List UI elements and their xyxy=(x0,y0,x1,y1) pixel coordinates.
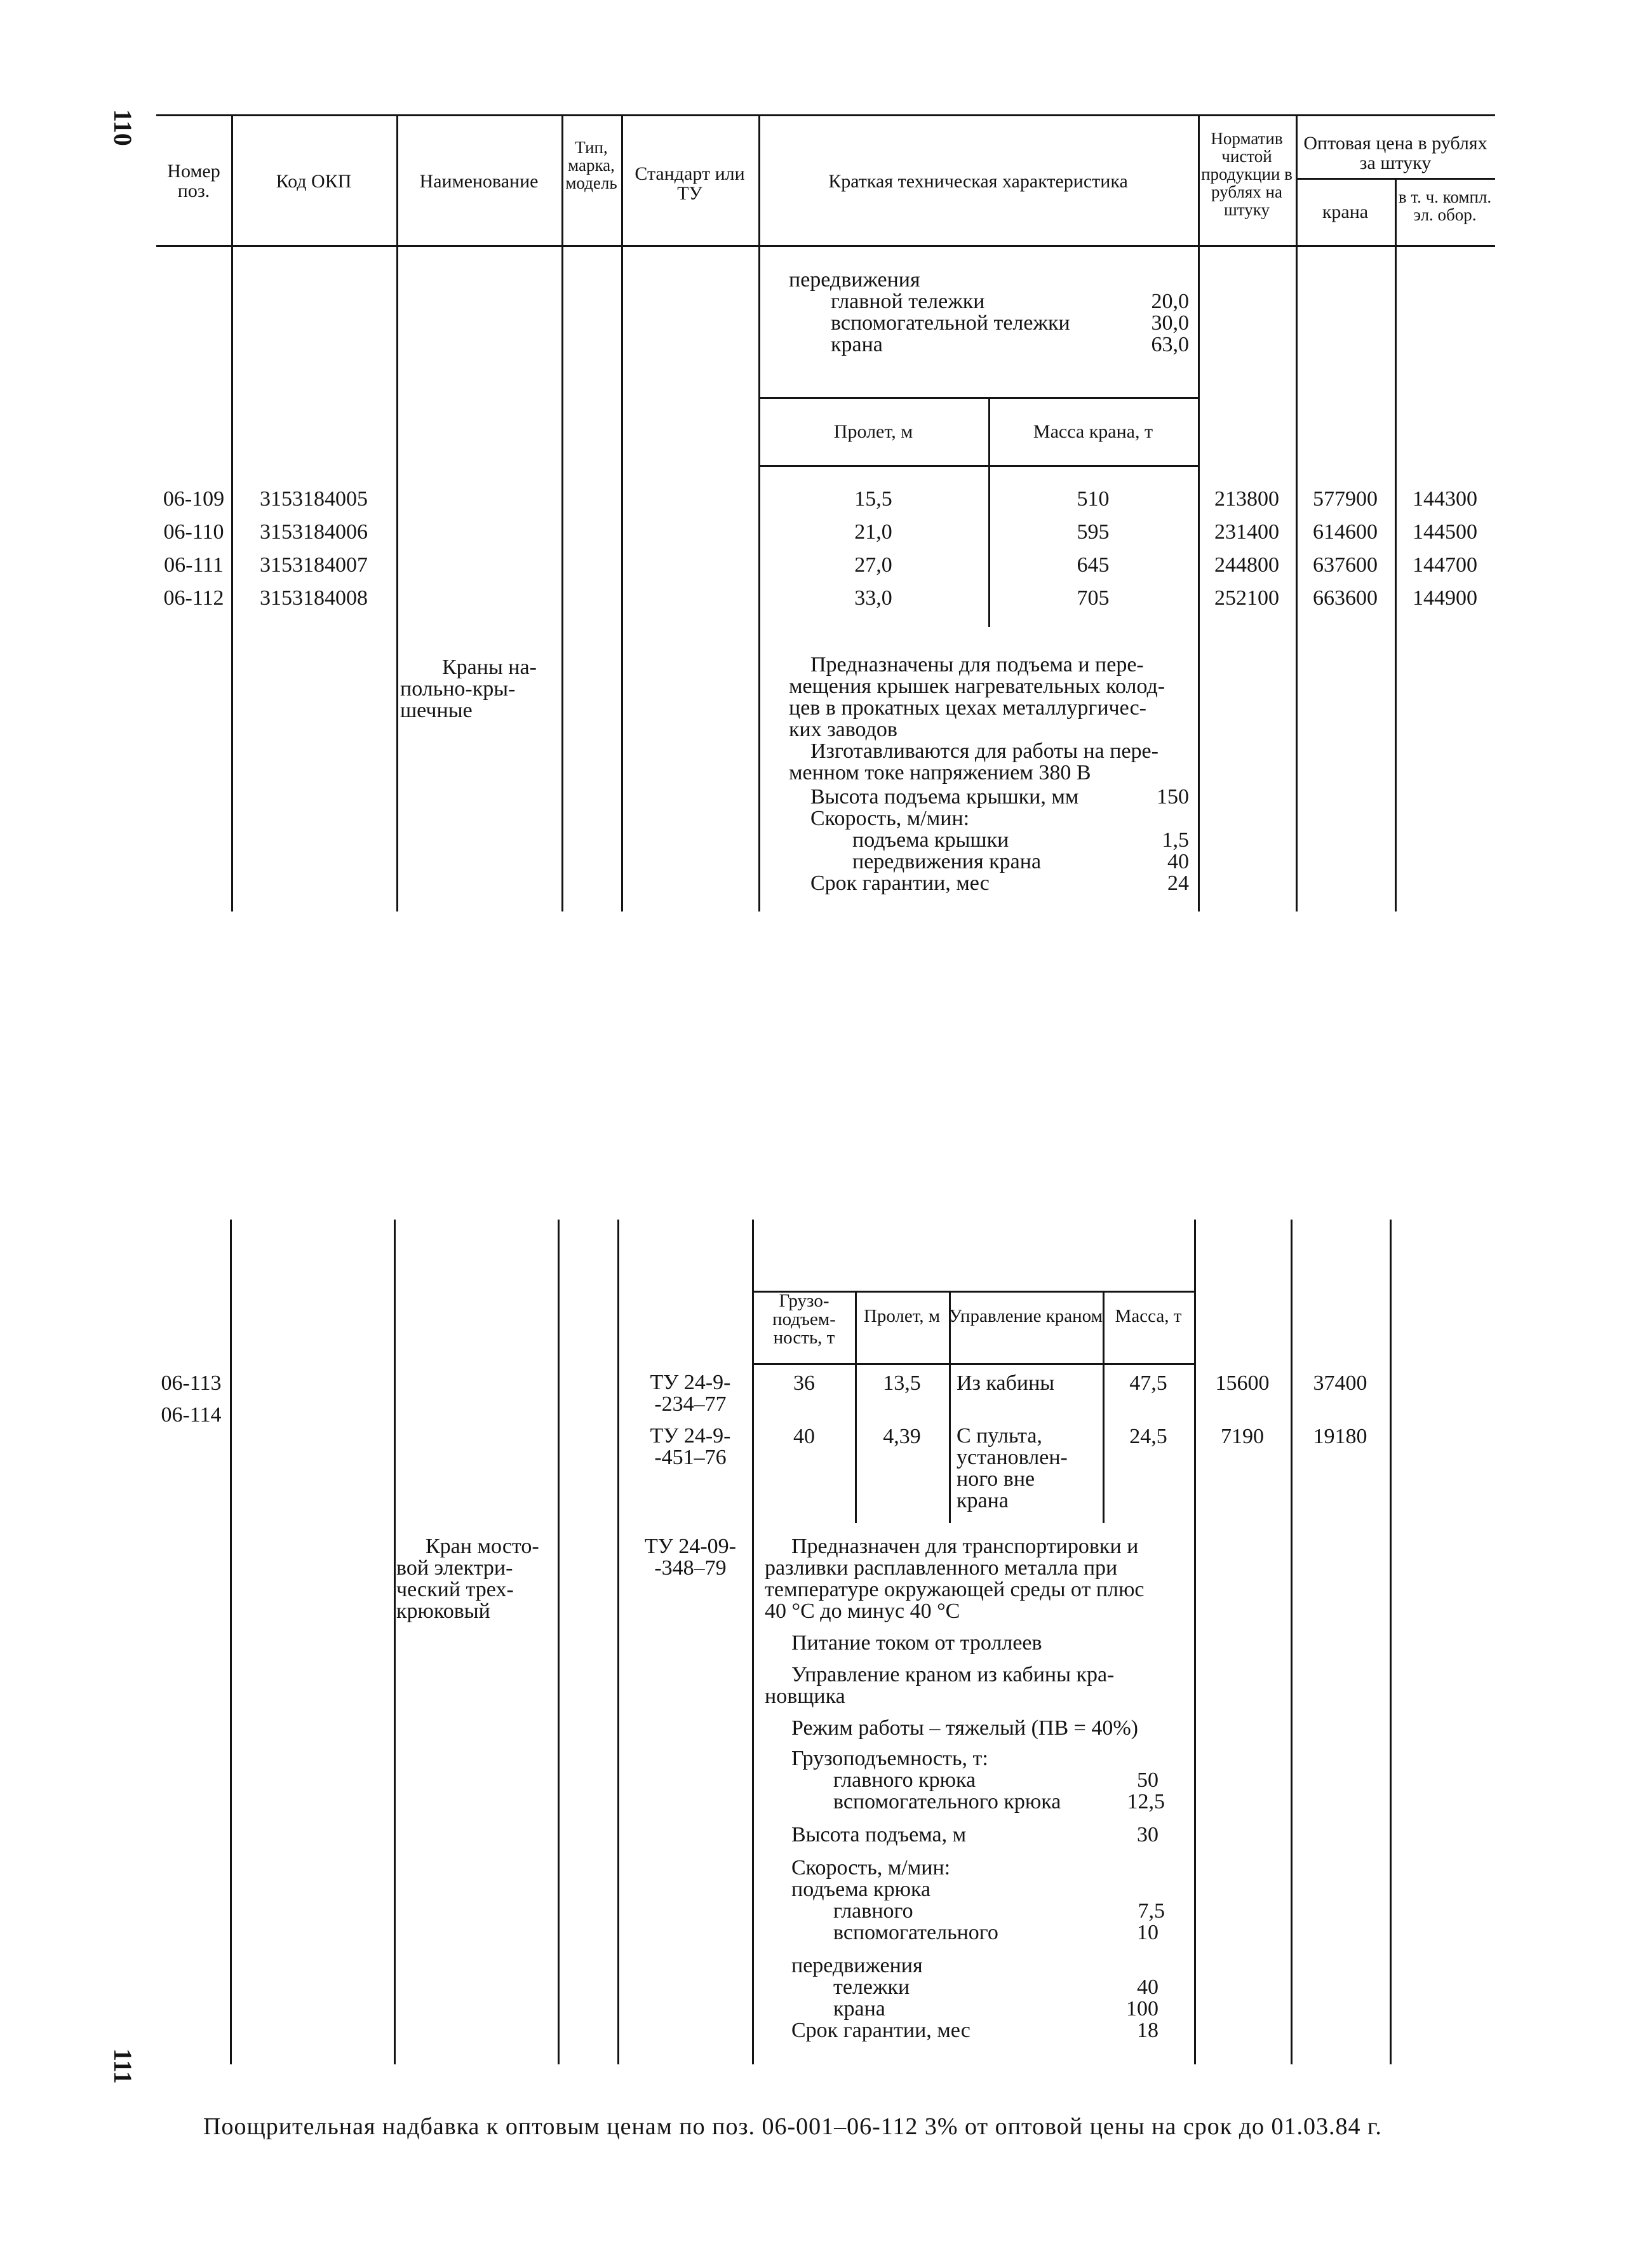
control-line: С пульта, xyxy=(957,1424,1042,1448)
std-line: -348–79 xyxy=(654,1556,727,1580)
std-line: -451–76 xyxy=(654,1446,727,1469)
header-num: Номер поз. xyxy=(167,161,220,201)
mass-value: 510 xyxy=(1077,487,1110,511)
sub-header-span: Пролет, м xyxy=(833,421,913,442)
spec-value: 18 xyxy=(1137,2019,1158,2042)
std-line: -234–77 xyxy=(654,1392,727,1416)
price-value: 637600 xyxy=(1313,553,1378,577)
price-value: 19180 xyxy=(1313,1425,1367,1448)
spec-value: 50 xyxy=(1137,1768,1158,1792)
price-value: 577900 xyxy=(1313,487,1378,511)
okp-code: 3153184005 xyxy=(260,487,368,511)
spec-row xyxy=(833,1770,1158,1791)
desc-line: Предназначен для транспортировки и xyxy=(791,1535,1139,1558)
page-number-top: 110 xyxy=(109,109,137,146)
spec-label: Скорость, м/мин: xyxy=(810,807,970,830)
name-line: вой электри- xyxy=(396,1556,513,1580)
price-value: 37400 xyxy=(1313,1371,1367,1395)
spec-label: Срок гарантии, мес xyxy=(810,871,990,895)
desc-line: цев в прокатных цехах металлургичес- xyxy=(789,696,1146,720)
pos-num: 06-109 xyxy=(163,487,225,511)
footer-note: Поощрительная надбавка к оптовым ценам по поз. 06-001–06-112 3% от оптовой цены на срок до 01.03.84 г. xyxy=(203,2113,1382,2140)
spec-row xyxy=(791,2020,1158,2041)
control-text: Управление краном из кабины кра- xyxy=(791,1663,1115,1686)
spec-row xyxy=(833,1977,1158,1998)
header-name: Наименование xyxy=(419,171,539,192)
spec-row xyxy=(810,786,1189,808)
movement-item xyxy=(831,334,1189,356)
span-value: 21,0 xyxy=(854,520,892,544)
upper-product-name xyxy=(400,657,561,722)
spec-label: Высота подъема крышки, мм xyxy=(810,785,1079,809)
spec-label: Срок гарантии, мес xyxy=(791,2019,970,2042)
desc-line: Предназначены для подъема и пере- xyxy=(810,653,1144,676)
spec-value: 24 xyxy=(1167,871,1189,895)
okp-code: 3153184008 xyxy=(260,586,368,610)
mass-value: 705 xyxy=(1077,586,1110,610)
lower-product-name xyxy=(396,1536,558,1622)
sub-header-mass: Масса, т xyxy=(1115,1306,1182,1326)
movement-value: 63,0 xyxy=(1151,333,1189,356)
movement-value: 20,0 xyxy=(1151,290,1189,313)
spec-value: 100 xyxy=(1126,1997,1158,2021)
spec-row xyxy=(833,1922,1158,1944)
std-line: ТУ 24-09- xyxy=(645,1535,736,1558)
capacity-title: Грузоподъемность, т: xyxy=(791,1747,988,1770)
control-value xyxy=(957,1425,1100,1512)
upper-rows xyxy=(156,483,1495,616)
spec-value: 30 xyxy=(1137,1823,1158,1846)
spec-label: вспомогательного xyxy=(833,1921,998,1944)
norm-value: 15600 xyxy=(1215,1371,1270,1395)
pos-num: 06-110 xyxy=(163,520,224,544)
spec-row xyxy=(833,1900,1165,1922)
control-line: ного вне xyxy=(957,1467,1035,1491)
incl-value: 144700 xyxy=(1413,553,1477,577)
spec-row xyxy=(810,873,1189,894)
incl-value: 144300 xyxy=(1413,487,1477,511)
control-line: крана xyxy=(957,1489,1009,1512)
name-line: Краны на- xyxy=(442,656,537,679)
spec-label: тележки xyxy=(833,1975,910,1999)
mode-text: Режим работы – тяжелый (ПВ = 40%) xyxy=(791,1716,1138,1740)
norm-value: 244800 xyxy=(1214,553,1279,577)
spec-label: крана xyxy=(833,1997,885,2021)
power-text: Питание током от троллеев xyxy=(791,1631,1042,1655)
span-value: 13,5 xyxy=(883,1371,921,1395)
sub-header-mass: Масса крана, т xyxy=(1033,421,1153,442)
norm-value: 252100 xyxy=(1214,586,1279,610)
spec-row xyxy=(852,830,1189,851)
pos-num: 06-114 xyxy=(161,1403,222,1427)
okp-code: 3153184007 xyxy=(260,553,368,577)
speed-title: Скорость, м/мин: xyxy=(791,1856,951,1880)
norm-value: 213800 xyxy=(1214,487,1279,511)
spec-value: 10 xyxy=(1137,1921,1158,1944)
span-value: 33,0 xyxy=(854,586,892,610)
name-line: крюковый xyxy=(396,1599,490,1623)
spec-value: 40 xyxy=(1137,1975,1158,1999)
spec-value: 12,5 xyxy=(1127,1790,1165,1813)
move-title: передвижения xyxy=(791,1954,923,1977)
spec-label: вспомогательного крюка xyxy=(833,1790,1061,1813)
capacity-value: 40 xyxy=(793,1425,815,1448)
row-standard xyxy=(629,1425,752,1469)
sub-header-control: Управление краном xyxy=(949,1306,1103,1326)
spec-label: подъема крышки xyxy=(852,828,1009,852)
spec-row xyxy=(791,1824,1158,1846)
std-line: ТУ 24-9- xyxy=(650,1371,731,1394)
header-norm: Норматив чистой продукции в рублях на штуку xyxy=(1201,129,1293,219)
norm-value: 7190 xyxy=(1221,1425,1264,1448)
pos-num: 06-112 xyxy=(163,586,224,610)
movement-item xyxy=(831,291,1189,313)
header-okp: Код ОКП xyxy=(276,171,352,192)
spec-label: главного xyxy=(833,1899,913,1923)
spec-row xyxy=(852,851,1189,873)
movement-title: передвижения xyxy=(789,268,920,292)
control-line: установлен- xyxy=(957,1446,1068,1469)
header-price-crane: крана xyxy=(1322,201,1369,222)
pos-num: 06-111 xyxy=(164,553,224,577)
norm-value: 231400 xyxy=(1214,520,1279,544)
name-line: польно-кры- xyxy=(400,677,516,701)
incl-value: 144900 xyxy=(1413,586,1477,610)
spec-value: 7,5 xyxy=(1138,1899,1165,1923)
hook-title: подъема крюка xyxy=(791,1878,931,1901)
sub-header-span: Пролет, м xyxy=(863,1306,941,1326)
name-line: ческий трех- xyxy=(396,1578,514,1601)
spec-value: 1,5 xyxy=(1162,828,1189,852)
upper-specs xyxy=(810,786,1189,894)
mass-value: 595 xyxy=(1077,520,1110,544)
header-standard: Стандарт или ТУ xyxy=(635,163,745,204)
movement-value: 30,0 xyxy=(1151,311,1189,335)
pos-num: 06-113 xyxy=(161,1371,222,1395)
price-value: 614600 xyxy=(1313,520,1378,544)
desc-line: Изготавливаются для работы на пере- xyxy=(810,739,1158,763)
spec-label: Высота подъема, м xyxy=(791,1823,967,1846)
row-standard xyxy=(629,1372,752,1415)
spec-row xyxy=(833,1998,1158,2020)
okp-code: 3153184006 xyxy=(260,520,368,544)
upper-description xyxy=(789,654,1192,784)
header-price: Оптовая цена в рублях за штуку xyxy=(1303,133,1487,173)
name-line: шечные xyxy=(400,699,473,722)
spec-label: передвижения крана xyxy=(852,850,1042,873)
desc-line: температуре окружающей среды от плюс xyxy=(765,1578,1145,1601)
control-value: Из кабины xyxy=(957,1371,1055,1395)
span-value: 4,39 xyxy=(883,1425,921,1448)
desc-line: менном токе напряжением 380 В xyxy=(789,761,1091,784)
span-value: 27,0 xyxy=(854,553,892,577)
header-type: Тип, марка, модель xyxy=(565,138,617,192)
spec-value: 150 xyxy=(1157,785,1189,809)
capacity-value: 36 xyxy=(793,1371,815,1395)
mass-value: 47,5 xyxy=(1129,1371,1167,1395)
header-price-incl: в т. ч. компл. эл. обор. xyxy=(1398,187,1492,224)
movement-block xyxy=(789,269,1189,356)
spec-value: 40 xyxy=(1167,850,1189,873)
spec-row xyxy=(810,808,1189,830)
desc-line: 40 °С до минус 40 °С xyxy=(765,1599,960,1623)
price-value: 663600 xyxy=(1313,586,1378,610)
header-tech: Краткая техническая характеристика xyxy=(828,171,1128,192)
span-value: 15,5 xyxy=(854,487,892,511)
movement-item xyxy=(831,313,1189,334)
mass-value: 645 xyxy=(1077,553,1110,577)
spec-row xyxy=(833,1791,1165,1813)
control-text: новщика xyxy=(765,1685,845,1708)
lower-description xyxy=(765,1536,1190,2041)
movement-label: крана xyxy=(831,333,883,356)
movement-label: главной тележки xyxy=(831,290,985,313)
spec-label: главного крюка xyxy=(833,1768,976,1792)
page-number-bottom: 111 xyxy=(109,2048,137,2084)
movement-label: вспомогательной тележки xyxy=(831,311,1070,335)
desc-line: ких заводов xyxy=(789,718,897,741)
desc-line: мещения крышек нагревательных колод- xyxy=(789,675,1165,698)
desc-line: разливки расплавленного металла при xyxy=(765,1556,1118,1580)
mass-value: 24,5 xyxy=(1129,1425,1167,1448)
std-line: ТУ 24-9- xyxy=(650,1424,731,1448)
sub-header-capacity: Грузо-подъем-ность, т xyxy=(772,1291,836,1348)
incl-value: 144500 xyxy=(1413,520,1477,544)
common-standard xyxy=(629,1536,752,1579)
name-line: Кран мосто- xyxy=(426,1535,539,1558)
